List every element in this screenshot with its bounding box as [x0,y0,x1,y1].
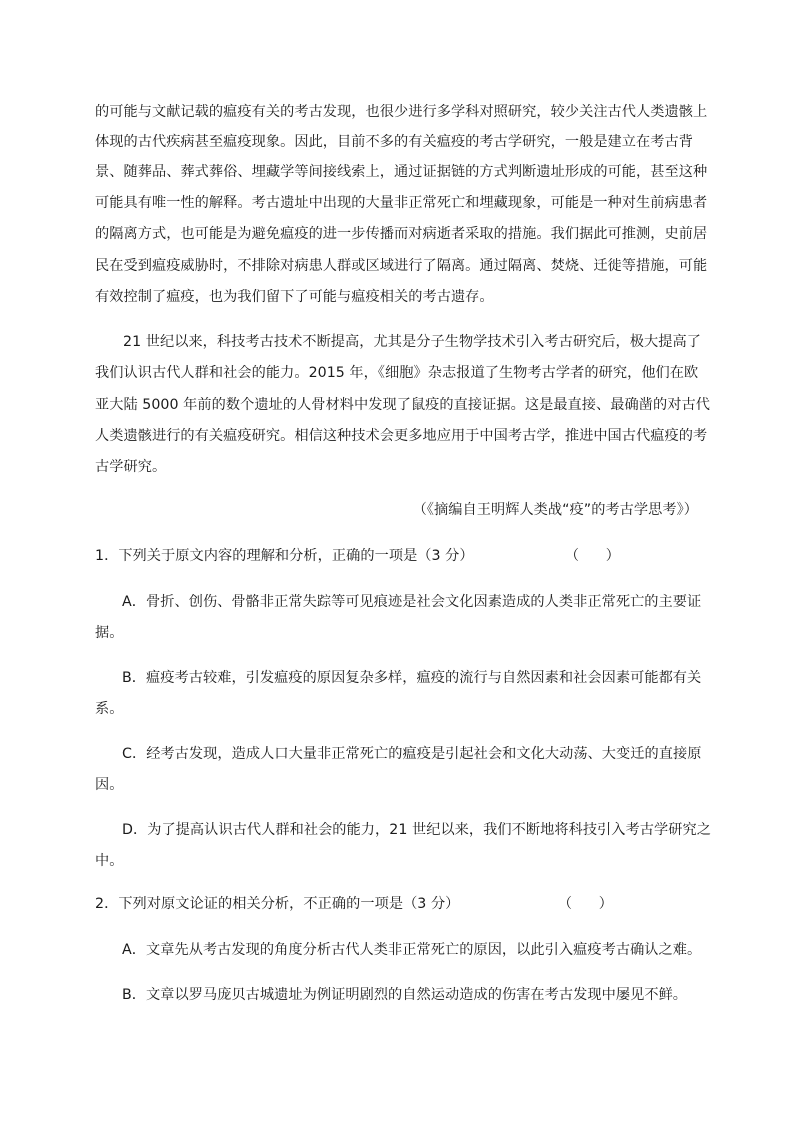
question-1-option-c-cont: 因。 [95,777,124,793]
question-1-option-b-cont: 系。 [95,701,124,717]
paragraph-line: 的隔离方式，也可能是为避免瘟疫的进一步传播而对病逝者采取的措施。我们据此可推测，史前居 [95,226,708,242]
question-1-option-a-cont: 据。 [95,625,124,641]
paragraph-line: 21 世纪以来，科技考古技术不断提高，尤其是分子生物学技术引入考古研究后，极大提高了 [123,334,701,350]
question-1-stem: 1．下列关于原文内容的理解和分析，正确的一项是（3 分） [95,548,474,564]
question-1-option-a[interactable]: A．骨折、创伤、骨骼非正常失踪等可见痕迹是社会文化因素造成的人类非正常死亡的主要证 [122,594,702,610]
question-2-option-a[interactable]: A．文章先从考古发现的角度分析古代人类非正常死亡的原因，以此引入瘟疫考古确认之难。 [122,942,702,958]
paragraph-line: 民在受到瘟疫威胁时，不排除对病患人群或区域进行了隔离。通过隔离、焚烧、迁徙等措施，可能 [95,258,708,274]
paragraph-line: 古学研究。 [95,459,167,475]
paragraph-line: 有效控制了瘟疫，也为我们留下了可能与瘟疫相关的考古遗存。 [95,289,494,305]
source-citation: （《摘编自王明辉人类战“疫”的考古学思考》） [412,502,698,518]
question-1-answer-blank[interactable]: （ ） [565,548,620,564]
question-1-option-d-cont: 中。 [95,853,124,869]
paragraph-line: 我们认识古代人群和社会的能力。2015 年，《细胞》杂志报道了生物考古学者的研究，他们在欧 [95,365,699,381]
paragraph-line: 体现的古代疾病甚至瘟疫现象。因此，目前不多的有关瘟疫的考古学研究，一般是建立在考古背 [95,134,693,150]
question-1-option-b[interactable]: B．瘟疫考古较难，引发瘟疫的原因复杂多样，瘟疫的流行与自然因素和社会因素可能都有关 [122,670,702,686]
question-2-stem: 2．下列对原文论证的相关分析，不正确的一项是（3 分） [95,896,460,912]
paragraph-line: 可能具有唯一性的解释。考古遗址中出现的大量非正常死亡和埋藏现象，可能是一种对生前病患者 [95,195,708,211]
question-2-option-b[interactable]: B．文章以罗马庞贝古城遗址为例证明剧烈的自然运动造成的伤害在考古发现中屡见不鲜。 [122,987,688,1003]
paragraph-line: 亚大陆 5000 年前的数个遗址的人骨材料中发现了鼠疫的直接证据。这是最直接、最确凿的对古代 [95,397,710,413]
question-2-answer-blank[interactable]: （ ） [558,896,613,912]
question-1-option-c[interactable]: C．经考古发现，造成人口大量非正常死亡的瘟疫是引起社会和文化大动荡、大变迁的直接原 [122,746,702,762]
paragraph-line: 景、随葬品、葬式葬俗、埋藏学等间接线索上，通过证据链的方式判断遗址形成的可能，甚至这种 [95,164,708,180]
paragraph-line: 人类遗骸进行的有关瘟疫研究。相信这种技术会更多地应用于中国考古学，推进中国古代瘟疫的考 [95,428,708,444]
paragraph-line: 的可能与文献记载的瘟疫有关的考古发现，也很少进行多学科对照研究，较少关注古代人类遗骸上 [95,104,708,120]
question-1-option-d[interactable]: D．为了提高认识古代人群和社会的能力，21 世纪以来，我们不断地将科技引入考古学研究之 [122,822,711,838]
